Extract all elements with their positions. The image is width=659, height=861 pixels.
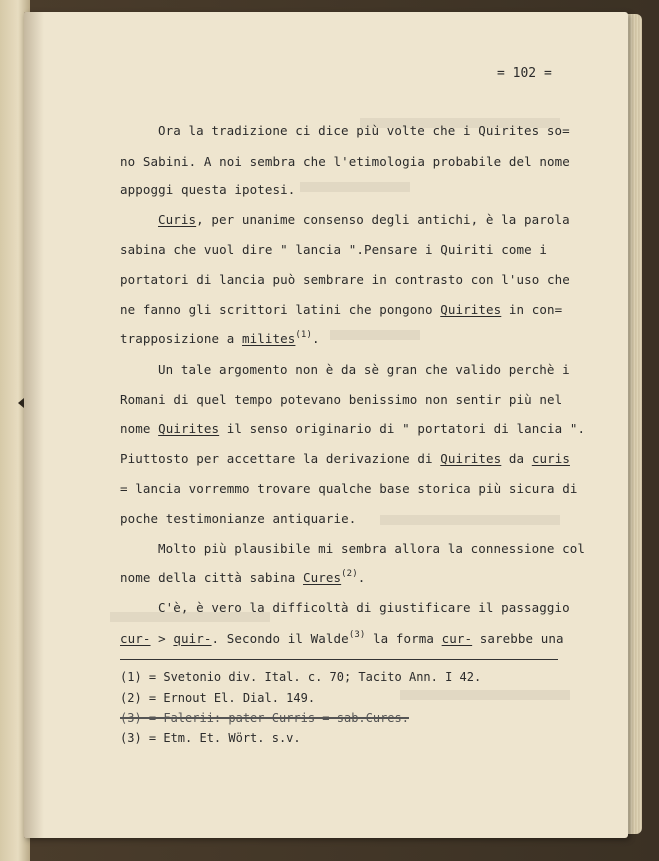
text-line: C'è, è vero la difficoltà di giustificare il passaggio [158,600,570,615]
text-line [158,212,570,227]
underlined-term: curis [531,451,570,466]
page-edge-marker [18,398,24,408]
text-span: in con= [501,302,563,317]
bleed-through [380,515,560,525]
text-line [120,302,562,317]
bleed-through [300,182,410,192]
text-span: . [311,331,320,346]
text-span: > [150,631,174,646]
text-span: . [357,570,366,585]
bleed-through [330,330,420,340]
page-number: = 102 = [497,66,552,81]
underlined-term: cur- [441,631,473,646]
text-span: da [501,451,532,466]
text-span: la forma [365,631,442,646]
bleed-through [400,690,570,700]
footnote: (2) = Ernout El. Dial. 149. [120,691,316,705]
text-line: sabina che vuol dire " lancia ".Pensare i Quiriti come i [120,242,548,257]
text-line [120,451,570,466]
underlined-term: Quirites [440,302,502,317]
text-line: no Sabini. A noi sembra che l'etimologia probabile del nome [120,154,570,169]
footnote-struck: (3) = Falerii: pater Curris = sab.Cures. [120,711,409,725]
underlined-term: Quirites [158,421,220,436]
text-line: = lancia vorremmo trovare qualche base storica più sicura di [120,481,578,496]
text-span: sarebbe una [472,631,564,646]
underlined-term: milites [242,331,296,346]
text-span: trapposizione a [120,331,243,346]
text-line: Ora la tradizione ci dice più volte che i Quirites so= [158,123,570,138]
underlined-term: Quirites [440,451,502,466]
footnote: (3) = Etm. Et. Wört. s.v. [120,731,301,745]
footnote-separator [120,659,558,660]
text-span: Piuttosto per accettare la derivazione di [120,451,441,466]
text-span: ne fanno gli scrittori latini che pongono [120,302,441,317]
text-line [120,569,365,585]
text-line: Molto più plausibile mi sembra allora la connessione col [158,541,586,556]
text-line: poche testimonianze antiquarie. [120,511,357,526]
text-span: il senso originario di " portatori di lancia ". [219,421,586,436]
text-line: appoggi questa ipotesi. [120,182,296,197]
footnote-ref: (2) [341,569,358,579]
text-line: portatori di lancia può sembrare in contrasto con l'uso che [120,272,570,287]
underlined-term: cur- [120,631,151,646]
text-line [120,330,320,346]
text-line [120,421,585,436]
text-span: nome [120,421,159,436]
underlined-term: quir- [173,631,212,646]
underlined-term: Curis [158,212,197,227]
footnote-ref: (1) [295,330,312,340]
text-line: Romani di quel tempo potevano benissimo non sentir più nel [120,392,563,407]
footnote-ref: (3) [348,630,366,640]
text-span: , per unanime consenso degli antichi, è la parola [196,212,570,227]
text-span: . Secondo il Walde [211,631,349,646]
text-line: Un tale argomento non è da sè gran che valido perchè i [158,362,570,377]
text-line [120,630,564,646]
underlined-term: Cures [303,570,342,585]
text-span: nome della città sabina [120,570,304,585]
footnote: (1) = Svetonio div. Ital. c. 70; Tacito Ann. I 42. [120,670,482,684]
